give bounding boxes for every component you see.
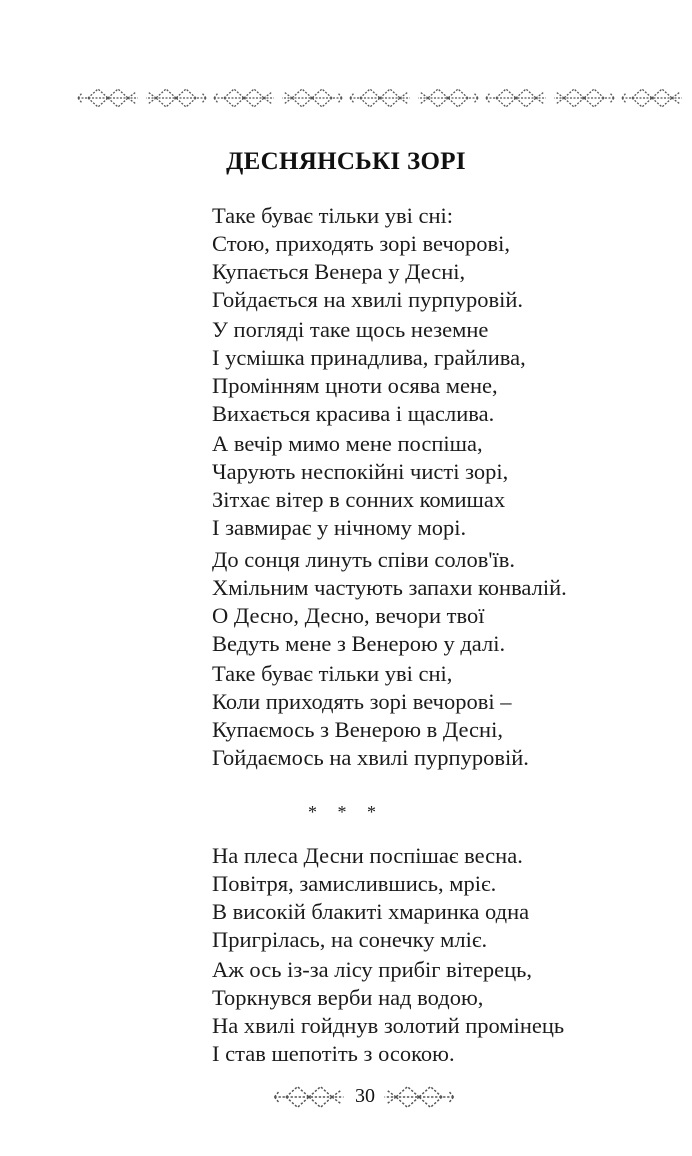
verse-line: Промінням цноти осява мене,: [212, 373, 498, 398]
verse-line: Вихається красива і щаслива.: [212, 401, 495, 426]
poem-title: ДЕСНЯНСЬКІ ЗОРІ: [226, 148, 466, 175]
verse-line: До сонця линуть співи солов'їв.: [212, 547, 515, 572]
verse-line: Гойдається на хвилі пурпуровій.: [212, 287, 524, 312]
verse-line: В високій блакиті хмаринка одна: [212, 899, 530, 924]
verse-line: Гойдаємось на хвилі пурпуровій.: [212, 745, 529, 770]
section-separator: * * *: [308, 802, 384, 822]
verse-line: О Десно, Десно, вечори твої: [212, 603, 485, 628]
verse-line: Таке буває тільки уві сні,: [212, 661, 453, 686]
verse-line: Купається Венера у Десні,: [212, 259, 466, 284]
page-number: 30: [355, 1085, 375, 1107]
verse-line: Чарують неспокійні чисті зорі,: [212, 459, 509, 484]
stanza: [212, 842, 682, 954]
verse-line: Аж ось із-за лісу прибіг вітерець,: [212, 957, 533, 982]
verse-line: Хмільним частують запахи конвалій.: [212, 575, 567, 600]
verse-line: Коли приходять зорі вечорові –: [212, 689, 512, 714]
stanza: [212, 430, 682, 542]
embroidery-sprig-left-icon: [270, 1080, 348, 1114]
verse-line: На плеса Десни поспішає весна.: [212, 843, 523, 868]
verse-line: Повітря, замислившись, мріє.: [212, 871, 497, 896]
verse-line: А вечір мимо мене поспіша,: [212, 431, 483, 456]
verse-line: Зітхає вітер в сонних комишах: [212, 487, 506, 512]
verse-line: Таке буває тільки уві сні:: [212, 203, 454, 228]
verse-line: І усмішка принадлива, грайлива,: [212, 345, 526, 370]
verse-line: У погляді таке щось неземне: [212, 317, 489, 342]
verse-line: І став шепотіть з осокою.: [212, 1041, 455, 1066]
stanza: [212, 956, 682, 1068]
verse-line: На хвилі гойднув золотий промінець: [212, 1013, 565, 1038]
embroidery-border-icon: [74, 78, 686, 118]
verse-line: Торкнувся верби над водою,: [212, 985, 484, 1010]
stanza: [212, 660, 682, 772]
stanza: [212, 316, 682, 428]
verse-line: Купаємось з Венерою в Десні,: [212, 717, 503, 742]
embroidery-sprig-right-icon: [380, 1080, 458, 1114]
stanza: [212, 202, 682, 314]
verse-line: І завмирає у нічному морі.: [212, 515, 467, 540]
page-footer: [0, 1080, 692, 1116]
verse-line: Стою, приходять зорі вечорові,: [212, 231, 511, 256]
verse-line: Пригрілась, на сонечку мліє.: [212, 927, 488, 952]
stanza: [212, 546, 682, 658]
verse-line: Ведуть мене з Венерою у далі.: [212, 631, 506, 656]
